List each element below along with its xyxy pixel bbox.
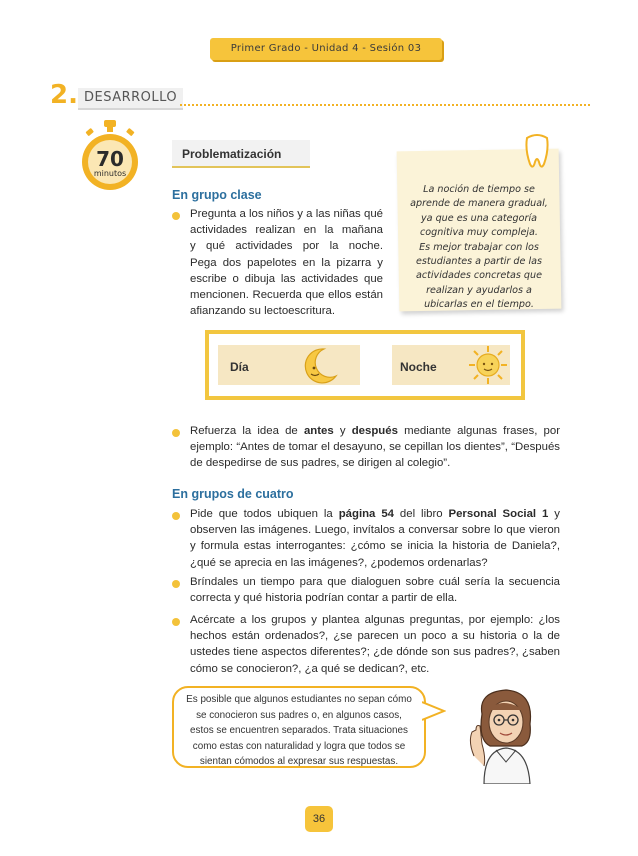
section-number: 2. xyxy=(50,80,78,110)
groups-four-heading: En grupos de cuatro xyxy=(172,487,294,501)
teacher-note-text: La noción de tiempo se aprende de manera gradual, ya que es una categoría cognitiva muy compleja. Es mejor trabajar con los estudiantes a partir de las actividades concretas que realizan y ayudarlos a ubicarlas en el tiempo. xyxy=(410,184,548,311)
section-divider xyxy=(180,104,590,106)
groups-four-item-c: Acércate a los grupos y plantea algunas preguntas, por ejemplo: ¿los hechos están ordenados?, ¿se parecen un poco a su historia o la de ustedes tiene aspectos diferentes?; ¿de dónde son sus padres?, ¿saben cómo se conocieron?, ¿a qué se dedican?, etc. xyxy=(190,614,560,675)
night-label: Noche xyxy=(400,360,437,374)
reinforce-paragraph: Refuerza la idea de antes y después mediante algunas frases, por ejemplo: “Antes de tomar el desayuno, se cepillan los dientes”, “Después de despedirse de sus padres, se dirigen al colegio”. xyxy=(190,425,560,470)
tooth-icon xyxy=(522,132,552,172)
speech-bubble-text: Es posible que algunos estudiantes no sepan cómo se conocieron sus padres o, en algunos casos, estos se encuentren separados. Trata situaciones como estas con naturalidad y logra que todos se sientan cómodos al expresar sus respuestas. xyxy=(186,694,412,768)
groups-four-item-b: Bríndales un tiempo para que dialoguen sobre cuál sería la secuencia correcta y qué historia podrían contar a partir de ella. xyxy=(190,576,560,605)
day-label: Día xyxy=(230,360,249,374)
bullet xyxy=(172,512,180,520)
teacher-illustration xyxy=(462,684,548,784)
section-title: DESARROLLO xyxy=(78,88,183,110)
bullet xyxy=(172,212,180,220)
header-banner: Primer Grado - Unidad 4 - Sesión 03 xyxy=(210,38,442,60)
timer-unit: minutos xyxy=(93,169,127,178)
problem-tab: Problematización xyxy=(172,140,310,168)
sun-icon xyxy=(468,345,508,385)
moon-icon xyxy=(298,346,340,386)
page-number: 36 xyxy=(305,806,333,832)
group-class-paragraph: Pregunta a los niños y a las niñas qué actividades realizan en la mañana y qué actividades por la noche. Pega dos papelotes en la pizarra y escribe o dibuja las actividades que mencionen. Recuerda que ellos están afianzando su lectoescritura. xyxy=(190,208,383,318)
timer-value: 70 xyxy=(96,147,124,171)
group-class-heading: En grupo clase xyxy=(172,188,262,202)
bullet xyxy=(172,580,180,588)
bullet xyxy=(172,429,180,437)
bullet xyxy=(172,618,180,626)
groups-four-item-a: Pide que todos ubiquen la página 54 del libro Personal Social 1 y observen las imágenes. Luego, invítalos a conversar sobre lo que vieron y formula estas interrogantes: ¿cómo se inicia la historia de Daniela?, ¿qué se aprecia en las imágenes?, ¿podemos ordenarlas? xyxy=(190,508,560,569)
bubble-tail xyxy=(422,700,446,722)
